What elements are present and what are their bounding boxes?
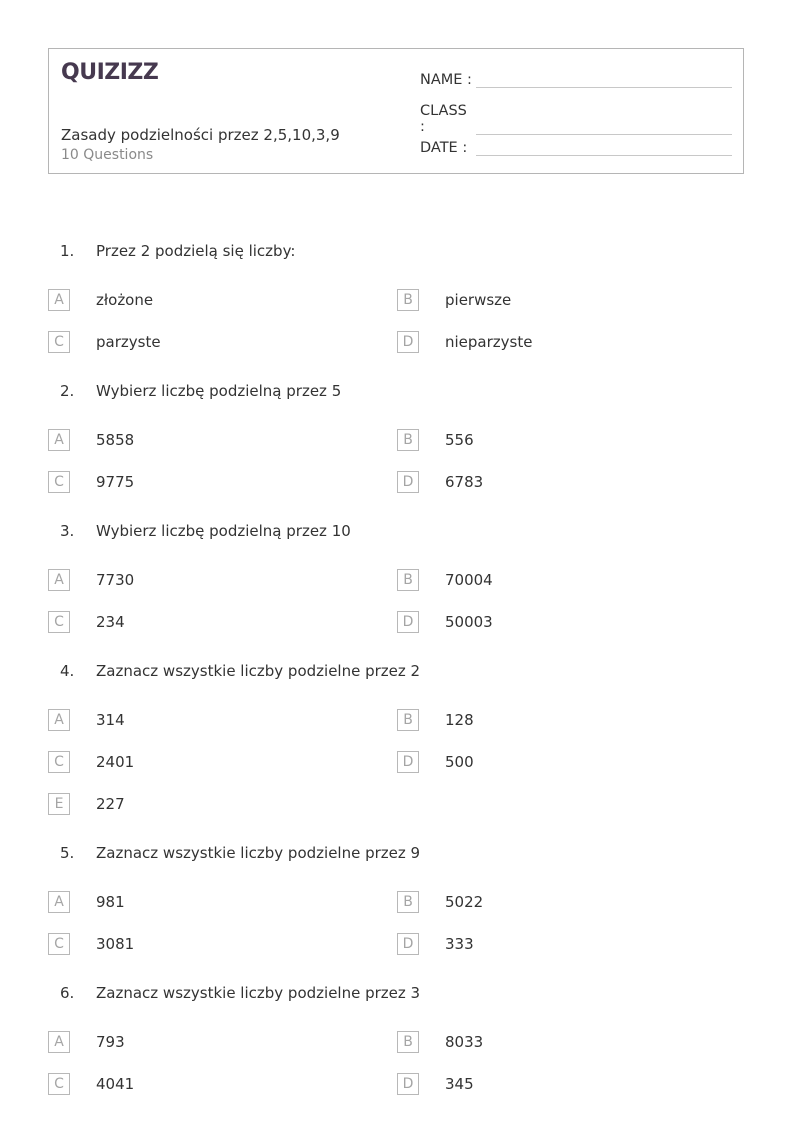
question-number: 4. [60,662,75,680]
option-letter-box[interactable]: B [397,891,419,913]
answer-option[interactable] [48,891,125,913]
answer-option[interactable] [48,1031,125,1053]
answer-option[interactable] [48,1073,135,1095]
option-text: 4041 [96,1075,135,1093]
option-letter-box[interactable]: E [48,793,70,815]
option-letter-box[interactable]: A [48,1031,70,1053]
option-letter-box[interactable]: B [397,429,419,451]
answer-option[interactable] [397,751,474,773]
answer-option[interactable] [397,1031,484,1053]
answer-option[interactable] [397,471,484,493]
class-field[interactable] [420,103,732,135]
answer-option[interactable] [48,933,135,955]
answer-option[interactable] [397,331,533,353]
option-letter-box[interactable]: A [48,709,70,731]
option-letter-box[interactable]: C [48,751,70,773]
question-number: 6. [60,984,75,1002]
answer-option[interactable] [397,933,474,955]
date-line[interactable] [476,137,732,156]
option-letter-box[interactable]: D [397,933,419,955]
answer-option[interactable] [48,289,154,311]
date-field[interactable] [420,137,732,156]
question-text: Zaznacz wszystkie liczby podzielne przez 9 [96,844,421,862]
answer-option[interactable] [48,569,135,591]
option-text: nieparzyste [445,333,533,351]
option-letter-box[interactable]: B [397,709,419,731]
option-text: 2401 [96,753,135,771]
answer-option[interactable] [48,611,125,633]
answer-option[interactable] [48,709,125,731]
option-text: 128 [445,711,474,729]
name-line[interactable] [476,69,732,88]
question-number: 5. [60,844,75,862]
option-text: 70004 [445,571,493,589]
option-letter-box[interactable]: C [48,1073,70,1095]
answer-option[interactable] [397,1073,474,1095]
option-text: 345 [445,1075,474,1093]
answer-option[interactable] [48,793,125,815]
option-letter-box[interactable]: A [48,891,70,913]
option-letter-box[interactable]: D [397,751,419,773]
question-number: 2. [60,382,75,400]
question-text: Wybierz liczbę podzielną przez 5 [96,382,342,400]
option-letter-box[interactable]: B [397,1031,419,1053]
option-letter-box[interactable]: C [48,471,70,493]
worksheet-title: Zasady podzielności przez 2,5,10,3,9 [61,126,340,144]
option-text: 50003 [445,613,493,631]
option-text: 556 [445,431,474,449]
question-number: 1. [60,242,75,260]
answer-option[interactable] [48,331,161,353]
worksheet-header [48,48,744,174]
option-letter-box[interactable]: C [48,331,70,353]
option-text: 793 [96,1033,125,1051]
option-text: pierwsze [445,291,512,309]
name-label: NAME : [420,72,472,88]
date-label: DATE : [420,140,468,156]
class-label: CLASS : [420,103,467,135]
option-letter-box[interactable]: B [397,289,419,311]
option-letter-box[interactable]: C [48,933,70,955]
answer-option[interactable] [48,429,135,451]
name-field[interactable] [420,69,732,88]
question-text: Zaznacz wszystkie liczby podzielne przez 2 [96,662,421,680]
option-text: 333 [445,935,474,953]
option-text: 8033 [445,1033,484,1051]
answer-option[interactable] [397,289,512,311]
option-text: 981 [96,893,125,911]
option-letter-box[interactable]: D [397,1073,419,1095]
option-text: złożone [96,291,154,309]
option-text: 9775 [96,473,135,491]
question-text: Zaznacz wszystkie liczby podzielne przez 3 [96,984,421,1002]
option-text: 500 [445,753,474,771]
option-text: 3081 [96,935,135,953]
answer-option[interactable] [48,751,135,773]
option-text: 7730 [96,571,135,589]
option-letter-box[interactable]: D [397,331,419,353]
option-text: 227 [96,795,125,813]
answer-option[interactable] [397,891,484,913]
option-letter-box[interactable]: A [48,289,70,311]
question-text: Wybierz liczbę podzielną przez 10 [96,522,351,540]
option-text: 5858 [96,431,135,449]
question-count: 10 Questions [61,147,154,163]
option-letter-box[interactable]: B [397,569,419,591]
quizizz-logo: QUIZIZZ [61,60,159,85]
option-letter-box[interactable]: D [397,611,419,633]
answer-option[interactable] [397,569,493,591]
question-number: 3. [60,522,75,540]
answer-option[interactable] [397,611,493,633]
option-text: 234 [96,613,125,631]
option-letter-box[interactable]: A [48,569,70,591]
option-text: 314 [96,711,125,729]
answer-option[interactable] [397,709,474,731]
option-letter-box[interactable]: A [48,429,70,451]
answer-option[interactable] [48,471,135,493]
option-letter-box[interactable]: D [397,471,419,493]
option-text: 6783 [445,473,484,491]
option-letter-box[interactable]: C [48,611,70,633]
option-text: parzyste [96,333,161,351]
class-line[interactable] [476,116,732,135]
option-text: 5022 [445,893,484,911]
answer-option[interactable] [397,429,474,451]
question-text: Przez 2 podzielą się liczby: [96,242,296,260]
